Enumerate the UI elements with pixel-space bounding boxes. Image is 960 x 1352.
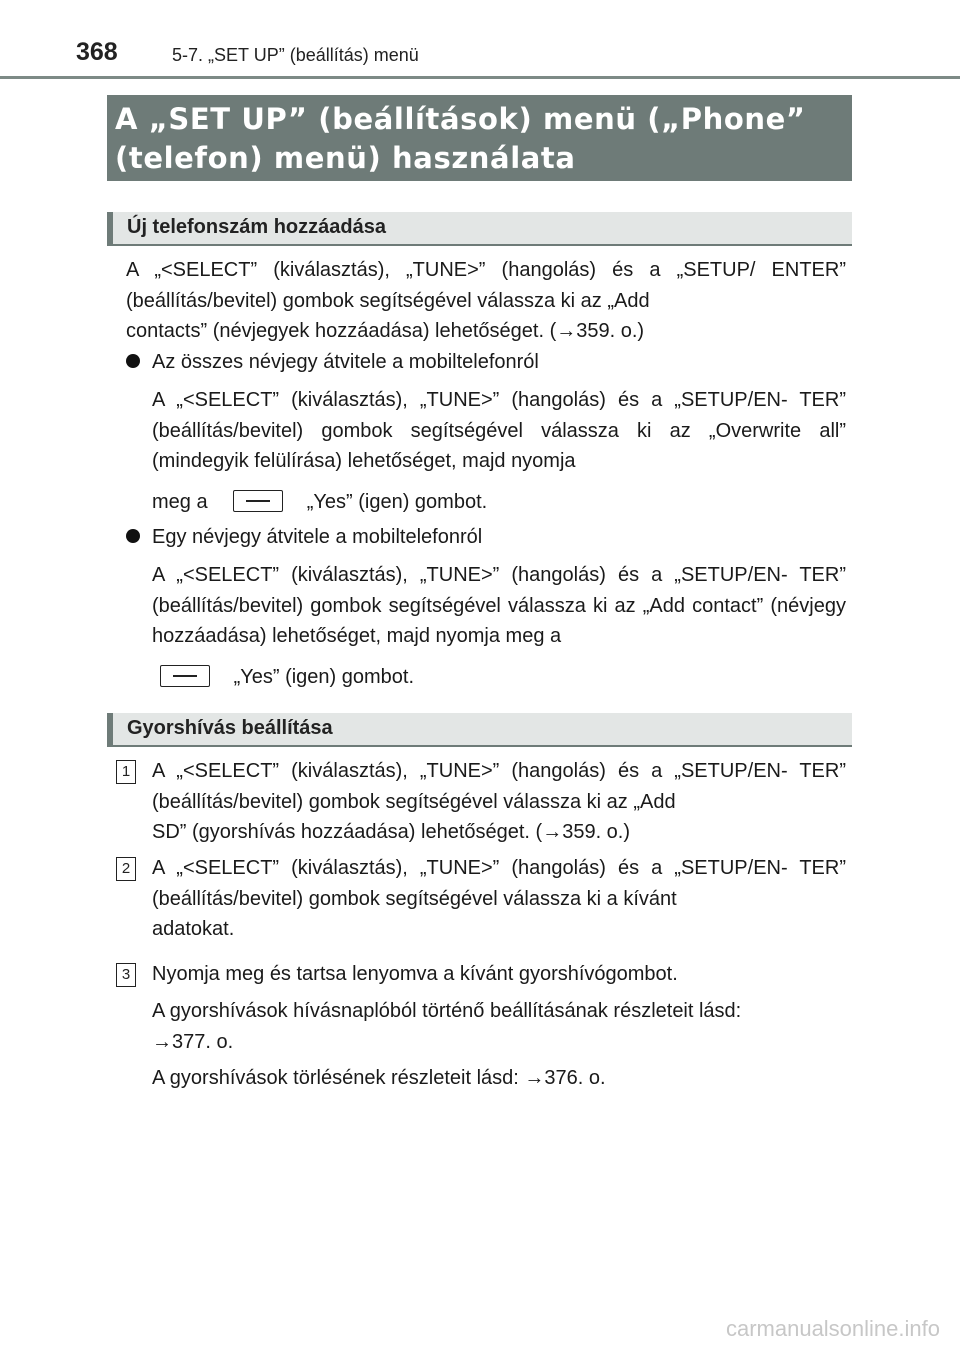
- step-3-text: [152, 959, 846, 990]
- bullet-title: Egy névjegy átvitele a mobiltelefonról: [152, 526, 483, 548]
- step-last-line: SD” (gyorshívás hozzáadása) lehetőséget. (→359. o.): [152, 821, 631, 843]
- action-text-after: „Yes” (igen) gombot.: [306, 491, 488, 513]
- chapter-title: [107, 95, 852, 181]
- step-body: Nyomja meg és tartsa lenyomva a kívánt gyorshívógombot.: [152, 963, 678, 985]
- step-number-2: 2: [116, 857, 136, 881]
- step-3-note-2: [152, 1063, 846, 1094]
- subheading-speed-dial: Gyorshívás beállítása: [107, 713, 852, 747]
- bullet-dot: [126, 529, 140, 543]
- page-header: [0, 0, 960, 80]
- watermark: carmanualsonline.info: [725, 1316, 940, 1341]
- step-2-text: [152, 853, 846, 945]
- header-rule: [0, 76, 960, 79]
- intro-body: A „<SELECT” (kiválasztás), „TUNE>” (hangolás) és a „SETUP/ ENTER” (beállítás/bevitel) gombok segítségével válassza ki az „Add: [126, 259, 846, 312]
- step-3-note-1: [152, 996, 846, 1057]
- bullet-all-contacts: [126, 347, 539, 377]
- bullet-body: A „<SELECT” (kiválasztás), „TUNE>” (hangolás) és a „SETUP/EN- TER” (beállítás/bevitel) gombok segítségével válassza ki az „Overwrite all” (mindegyik felülírása) lehetőséget, majd nyomja: [152, 389, 846, 472]
- subheading-new-number: Új telefonszám hozzáadása: [107, 212, 852, 246]
- title-line-1: A „SET UP” (beállítások) menü („Phone”: [115, 102, 806, 136]
- step-body: A „<SELECT” (kiválasztás), „TUNE>” (hangolás) és a „SETUP/EN- TER” (beállítás/bevitel) gombok segítségével válassza ki a kívánt: [152, 857, 846, 910]
- step-last-line: adatokat.: [152, 918, 235, 940]
- bullet-one-contact-action: [160, 662, 846, 693]
- action-text-before: meg a: [152, 491, 208, 513]
- step-number-3: 3: [116, 963, 136, 987]
- bullet-dot: [126, 354, 140, 368]
- bullet-all-contacts-action: [152, 487, 846, 518]
- step-1-text: [152, 756, 846, 848]
- intro-last-line: contacts” (névjegyek hozzáadása) lehetőséget. (→359. o.): [126, 320, 645, 342]
- page-number: 368: [76, 38, 118, 66]
- bullet-all-contacts-body: [152, 385, 846, 477]
- intro-paragraph: [126, 255, 846, 347]
- bullet-one-contact: [126, 522, 482, 552]
- title-line-2: (telefon) menü) használata: [115, 141, 576, 175]
- note-line: →377. o.: [152, 1030, 234, 1053]
- bullet-body: A „<SELECT” (kiválasztás), „TUNE>” (hangolás) és a „SETUP/EN- TER” (beállítás/bevitel) gombok segítségével válassza ki az „Add contact” (névjegy hozzáadása) lehetőséget, majd nyomja meg a: [152, 564, 846, 647]
- note-line: A gyorshívások törlésének részleteit lásd: →376. o.: [152, 1067, 606, 1089]
- phone-button-icon: [233, 490, 283, 512]
- action-text-after: „Yes” (igen) gombot.: [233, 666, 415, 688]
- step-body: A „<SELECT” (kiválasztás), „TUNE>” (hangolás) és a „SETUP/EN- TER” (beállítás/bevitel) gombok segítségével válassza ki az „Add: [152, 760, 846, 813]
- phone-button-icon: [160, 665, 210, 687]
- note-line: A gyorshívások hívásnaplóból történő beállításának részleteit lásd:: [152, 1000, 742, 1022]
- bullet-title: Az összes névjegy átvitele a mobiltelefonról: [152, 351, 539, 373]
- running-head: 5-7. „SET UP” (beállítás) menü: [172, 45, 419, 65]
- bullet-one-contact-body: [152, 560, 846, 652]
- step-number-1: 1: [116, 760, 136, 784]
